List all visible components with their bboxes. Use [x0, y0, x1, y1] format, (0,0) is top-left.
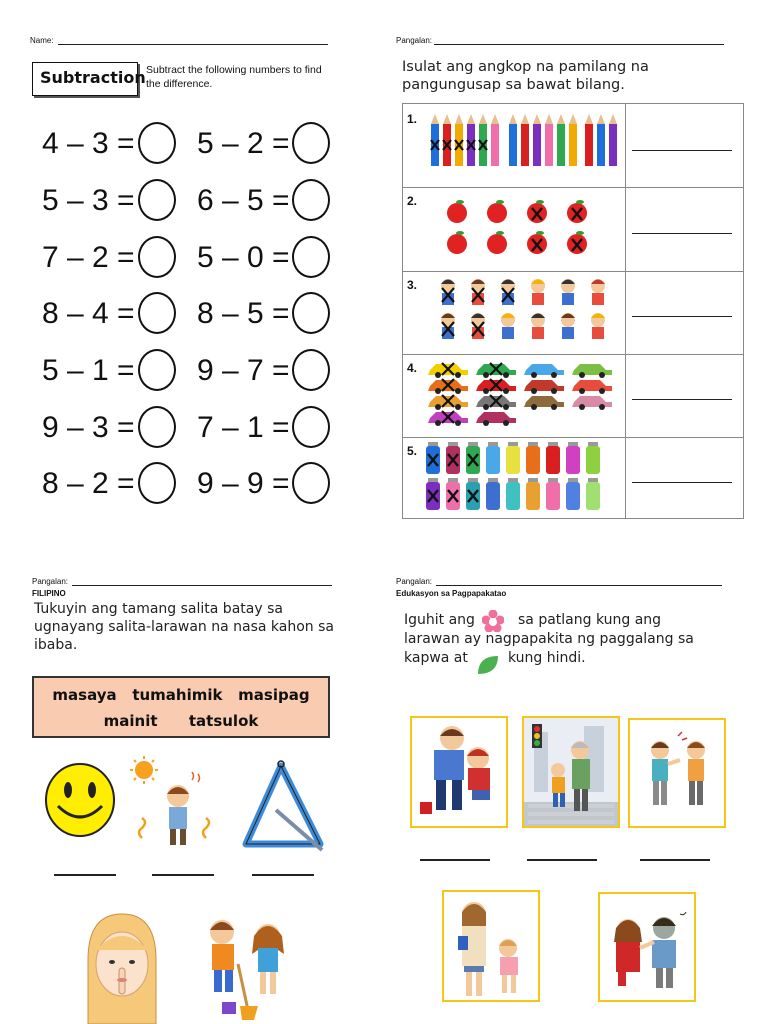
- subject-label: FILIPINO: [32, 589, 66, 598]
- instruction-part-4: kapwa at: [404, 650, 468, 666]
- picture-frame: [410, 716, 508, 828]
- equation: 4 – 3 =: [42, 127, 135, 160]
- girl-shushing-picture: [82, 910, 162, 1024]
- answer-line[interactable]: [632, 150, 732, 151]
- bottles-picture: [426, 442, 618, 512]
- subtraction-worksheet: [0, 0, 384, 520]
- hot-weather-child-picture: [122, 756, 224, 852]
- word-list-line-2: mainit tatsulok: [103, 712, 259, 730]
- equation: 8 – 4 =: [42, 297, 135, 330]
- leaf-icon: [476, 654, 500, 676]
- answer-line[interactable]: [632, 399, 732, 400]
- answer-line[interactable]: [632, 482, 732, 483]
- instruction: Isulat ang angkop na pamilang na pangungusap sa bawat bilang.: [402, 59, 649, 93]
- children-cleaning-picture: [198, 914, 294, 1024]
- name-line: [434, 44, 724, 45]
- bowing-to-teacher-picture: [444, 892, 538, 1000]
- answer-circle[interactable]: [138, 179, 176, 221]
- arguing-boys-picture: [630, 720, 724, 826]
- triangle-instrument-picture: [236, 760, 326, 852]
- picture-frame: [522, 716, 620, 828]
- equation: 6 – 5 =: [197, 184, 290, 217]
- answer-circle[interactable]: [292, 349, 330, 391]
- row-number: 3.: [407, 278, 418, 292]
- answer-line[interactable]: [420, 859, 490, 861]
- answer-circle[interactable]: [138, 236, 176, 278]
- row-number: 4.: [407, 361, 418, 375]
- answer-circle[interactable]: [138, 292, 176, 334]
- answer-line[interactable]: [152, 874, 214, 876]
- bullying-girl-picture: [600, 894, 694, 1000]
- worksheet-title: Subtraction: [40, 68, 146, 87]
- counting-worksheet: [384, 0, 768, 520]
- answer-line[interactable]: [640, 859, 710, 861]
- equation: 8 – 2 =: [42, 467, 135, 500]
- row-number: 5.: [407, 444, 418, 458]
- cars-picture: [428, 360, 618, 426]
- name-label: Pangalan:: [32, 577, 69, 586]
- word-box: [32, 676, 330, 738]
- row-number: 2.: [407, 194, 418, 208]
- equation: 5 – 3 =: [42, 184, 135, 217]
- children-picture: [434, 276, 614, 346]
- equation: 5 – 2 =: [197, 127, 290, 160]
- instruction-part-2: sa patlang kung ang: [518, 612, 662, 628]
- flower-icon: [482, 610, 504, 632]
- name-line: [436, 585, 722, 586]
- equation: 5 – 1 =: [42, 354, 135, 387]
- answer-circle[interactable]: [292, 406, 330, 448]
- answer-line[interactable]: [252, 874, 314, 876]
- equation: 9 – 7 =: [197, 354, 290, 387]
- answer-circle[interactable]: [138, 349, 176, 391]
- answer-line[interactable]: [632, 316, 732, 317]
- answer-circle[interactable]: [138, 462, 176, 504]
- smiley-face-picture: [44, 762, 116, 838]
- instruction-part-3: larawan ay nagpapakita ng paggalang sa: [404, 631, 694, 647]
- helping-friend-picture: [412, 718, 506, 826]
- answer-line[interactable]: [527, 859, 597, 861]
- equation: 7 – 2 =: [42, 241, 135, 274]
- picture-frame: [442, 890, 540, 1002]
- answer-circle[interactable]: [292, 292, 330, 334]
- instruction-part-5: kung hindi.: [508, 650, 586, 666]
- answer-line[interactable]: [54, 874, 116, 876]
- answer-line[interactable]: [632, 233, 732, 234]
- instruction: Tukuyin ang tamang salita batay sa ugnayang salita-larawan na nasa kahon sa ibaba.: [34, 601, 334, 653]
- picture-frame: [598, 892, 696, 1002]
- row-number: 1.: [407, 112, 418, 126]
- answer-circle[interactable]: [138, 122, 176, 164]
- equation: 7 – 1 =: [197, 411, 290, 444]
- equation: 5 – 0 =: [197, 241, 290, 274]
- answer-circle[interactable]: [292, 462, 330, 504]
- equation: 8 – 5 =: [197, 297, 290, 330]
- filipino-worksheet: [0, 520, 384, 1024]
- picture-frame: [628, 718, 726, 828]
- equation: 9 – 3 =: [42, 411, 135, 444]
- crossing-street-picture: [524, 718, 618, 826]
- instruction-part-1: Iguhit ang: [404, 612, 475, 628]
- apples-picture: [442, 198, 592, 260]
- equation: 9 – 9 =: [197, 467, 290, 500]
- answer-circle[interactable]: [138, 406, 176, 448]
- word-list-line-1: masaya tumahimik masipag: [52, 686, 310, 704]
- name-label: Pangalan:: [396, 36, 433, 45]
- name-label: Name:: [30, 36, 54, 45]
- name-line: [58, 44, 328, 45]
- name-label: Pangalan:: [396, 577, 433, 586]
- edukasyon-worksheet: [384, 520, 768, 1024]
- answer-circle[interactable]: [292, 122, 330, 164]
- instruction: Subtract the following numbers to find the difference.: [146, 64, 322, 90]
- answer-circle[interactable]: [292, 236, 330, 278]
- subject-label: Edukasyon sa Pagpapakatao: [396, 589, 507, 598]
- name-line: [72, 585, 332, 586]
- pencils-picture: [428, 114, 624, 168]
- answer-circle[interactable]: [292, 179, 330, 221]
